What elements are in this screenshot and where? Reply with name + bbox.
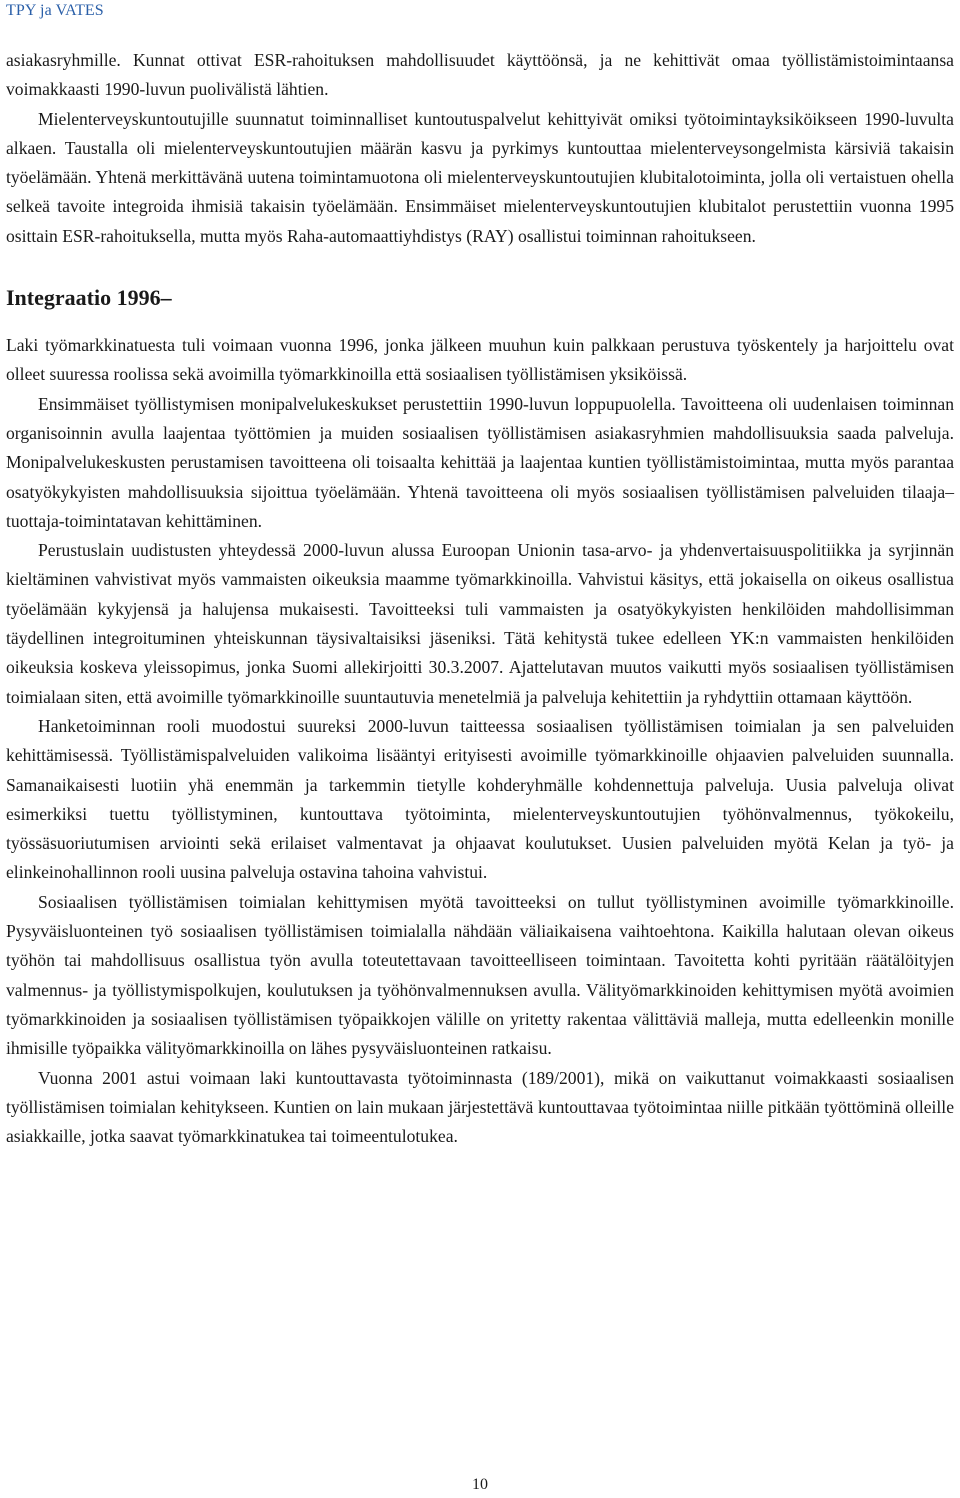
section-heading: Integraatio 1996– (6, 285, 172, 311)
paragraph-section-2: Ensimmäiset työllistymisen monipalvelukeskukset perustettiin 1990-luvun loppupuolella. Tavoitteena oli uudenlaisen toiminnan organisoinnin avulla laajentaa työttömien ja muiden sosiaalisen työllistämisen asiakasryhmien mahdollisuuksia saada palveluja. Monipalvelukeskusten perustamisen tavoitteena oli toisaalta kehittää ja laajentaa kuntien työllistämistoimintaa, mutta myös parantaa osatyökykyisten mahdollisuuksia sijoittua työelämään. Yhtenä tavoitteena oli myös sosiaalisen työllistämisen palveluiden tilaaja–tuottaja-toimintatavan kehittäminen. (6, 393, 954, 531)
paragraph-intro-2: Mielenterveyskuntoutujille suunnatut toiminnalliset kuntoutuspalvelut kehittyivät omiksi työtoimintayksiköikseen 1990-luvulta alkaen. Taustalla oli mielenterveyskuntoutujien määrän kasvu ja pyrkimys kuntouttaa mielenterveysongelmista kärsiviä takaisin työelämään. Yhtenä merkittävänä uutena toimintamuotona oli mielenterveyskuntoutujien klubitalotoiminta, jolla oli vertaistuen ohella selkeä tavoite integroida ihmisiä takaisin työelämään. Ensimmäiset mielenterveyskuntoutujien klubitalot perustettiin vuonna 1995 osittain ESR-rahoituksella, mutta myös Raha-automaattiyhdistys (RAY) osallistui toiminnan rahoitukseen. (6, 108, 954, 246)
paragraph-section-3: Perustuslain uudistusten yhteydessä 2000-luvun alussa Euroopan Unionin tasa-arvo- ja yhdenvertaisuuspolitiikka ja syrjinnän kieltäminen vahvistivat myös vammaisten oikeuksia maamme työmarkkinoilla. Vahvistui käsitys, että jokaisella on oikeus osallistua työelämään kykyjensä ja halujensa mukaisesti. Tavoitteeksi tuli vammaisten ja osatyökykyisten henkilöiden mahdollisimman täydellinen integroituminen yhteiskunnan täysivaltaisiksi jäseniksi. Tätä kehitystä tukee edelleen YK:n vammaisten henkilöiden oikeuksia koskeva yleissopimus, jonka Suomi allekirjoitti 30.3.2007. Ajattelutavan muutos vaikutti myös sosiaalisen työllistämisen toimialaan siten, että avoimille työmarkkinoille suuntautuvia menetelmiä ja palveluja kehitettiin ja ryhdyttiin ottamaan käyttöön. (6, 540, 954, 707)
paragraph-intro-1: asiakasryhmille. Kunnat ottivat ESR-rahoituksen mahdollisuudet käyttöönsä, ja ne kehittivät omaa työllistämistoimintaansa voimakkaasti 1990-luvun puolivälistä lähtien. (6, 50, 954, 100)
page-number: 10 (472, 1476, 488, 1493)
paragraph-section-1: Laki työmarkkinatuesta tuli voimaan vuonna 1996, jonka jälkeen muuhun kuin palkkaan perustuva työskentely ja harjoittelu ovat olleet suuressa roolissa sekä avoimilla työmarkkinoilla että sosiaalisen työllistämisen yksiköissä. (6, 335, 954, 385)
paragraph-section-4: Hanketoiminnan rooli muodostui suureksi 2000-luvun taitteessa sosiaalisen työllistämisen toimialan ja sen palveluiden kehittämisessä. Työllistämispalveluiden valikoima lisääntyi erityisesti avoimille työmarkkinoille ohjaavien palveluiden suunnalla. Samanaikaisesti luotiin yhä enemmän ja tarkemmin tietylle kohderyhmälle kohdennettuja palveluja. Uusia palveluja olivat esimerkiksi tuettu työllistyminen, kuntouttava työtoiminta, mielenterveyskuntoutujien työhönvalmennus, työkokeilu, työssäsuoriutumisen arviointi sekä erilaiset valmentavat ja ohjaavat koulutukset. Uusien palveluiden myötä Kelan ja työ- ja elinkeinohallinnon rooli uusina palveluja ostavina tahoina vahvistui. (6, 715, 954, 883)
page-body (6, 46, 954, 1151)
paragraph-section-5: Sosiaalisen työllistämisen toimialan kehittymisen myötä tavoitteeksi on tullut työllistyminen avoimille työmarkkinoille. Pysyväisluonteinen työ sosiaalisen työllistämisen toimialalla nähdään väliaikaisena vaihtoehtona. Kaikilla halutaan olevan oikeus työhön tai mahdollisuus osallistua työn avulla toteutettavaan tavoitteelliseen toimintaan. Tavoitetta kohti pyritään räätälöityjen valmennus- ja työllistymispolkujen, koulutuksen ja työhönvalmennuksen avulla. Välityömarkkinoiden kehittymisen myötä avoimien työmarkkinoiden ja sosiaalisen työllistämisen työpaikkojen välille on yritetty rakentaa välittäviä malleja, mutta edelleenkin monille ihmisille työpaikka välityömarkkinoilla on lähes pysyväisluonteinen ratkaisu. (6, 891, 954, 1059)
running-header: TPY ja VATES (6, 2, 104, 19)
paragraph-section-6: Vuonna 2001 astui voimaan laki kuntouttavasta työtoiminnasta (189/2001), mikä on vaikuttanut voimakkaasti sosiaalisen työllistämisen toimialan kehitykseen. Kuntien on lain mukaan järjestettävä kuntouttavaa työtoimintaa niille pitkään työttöminä olleille asiakkaille, jotka saavat työmarkkinatukea tai toimeentulotukea. (6, 1067, 954, 1147)
